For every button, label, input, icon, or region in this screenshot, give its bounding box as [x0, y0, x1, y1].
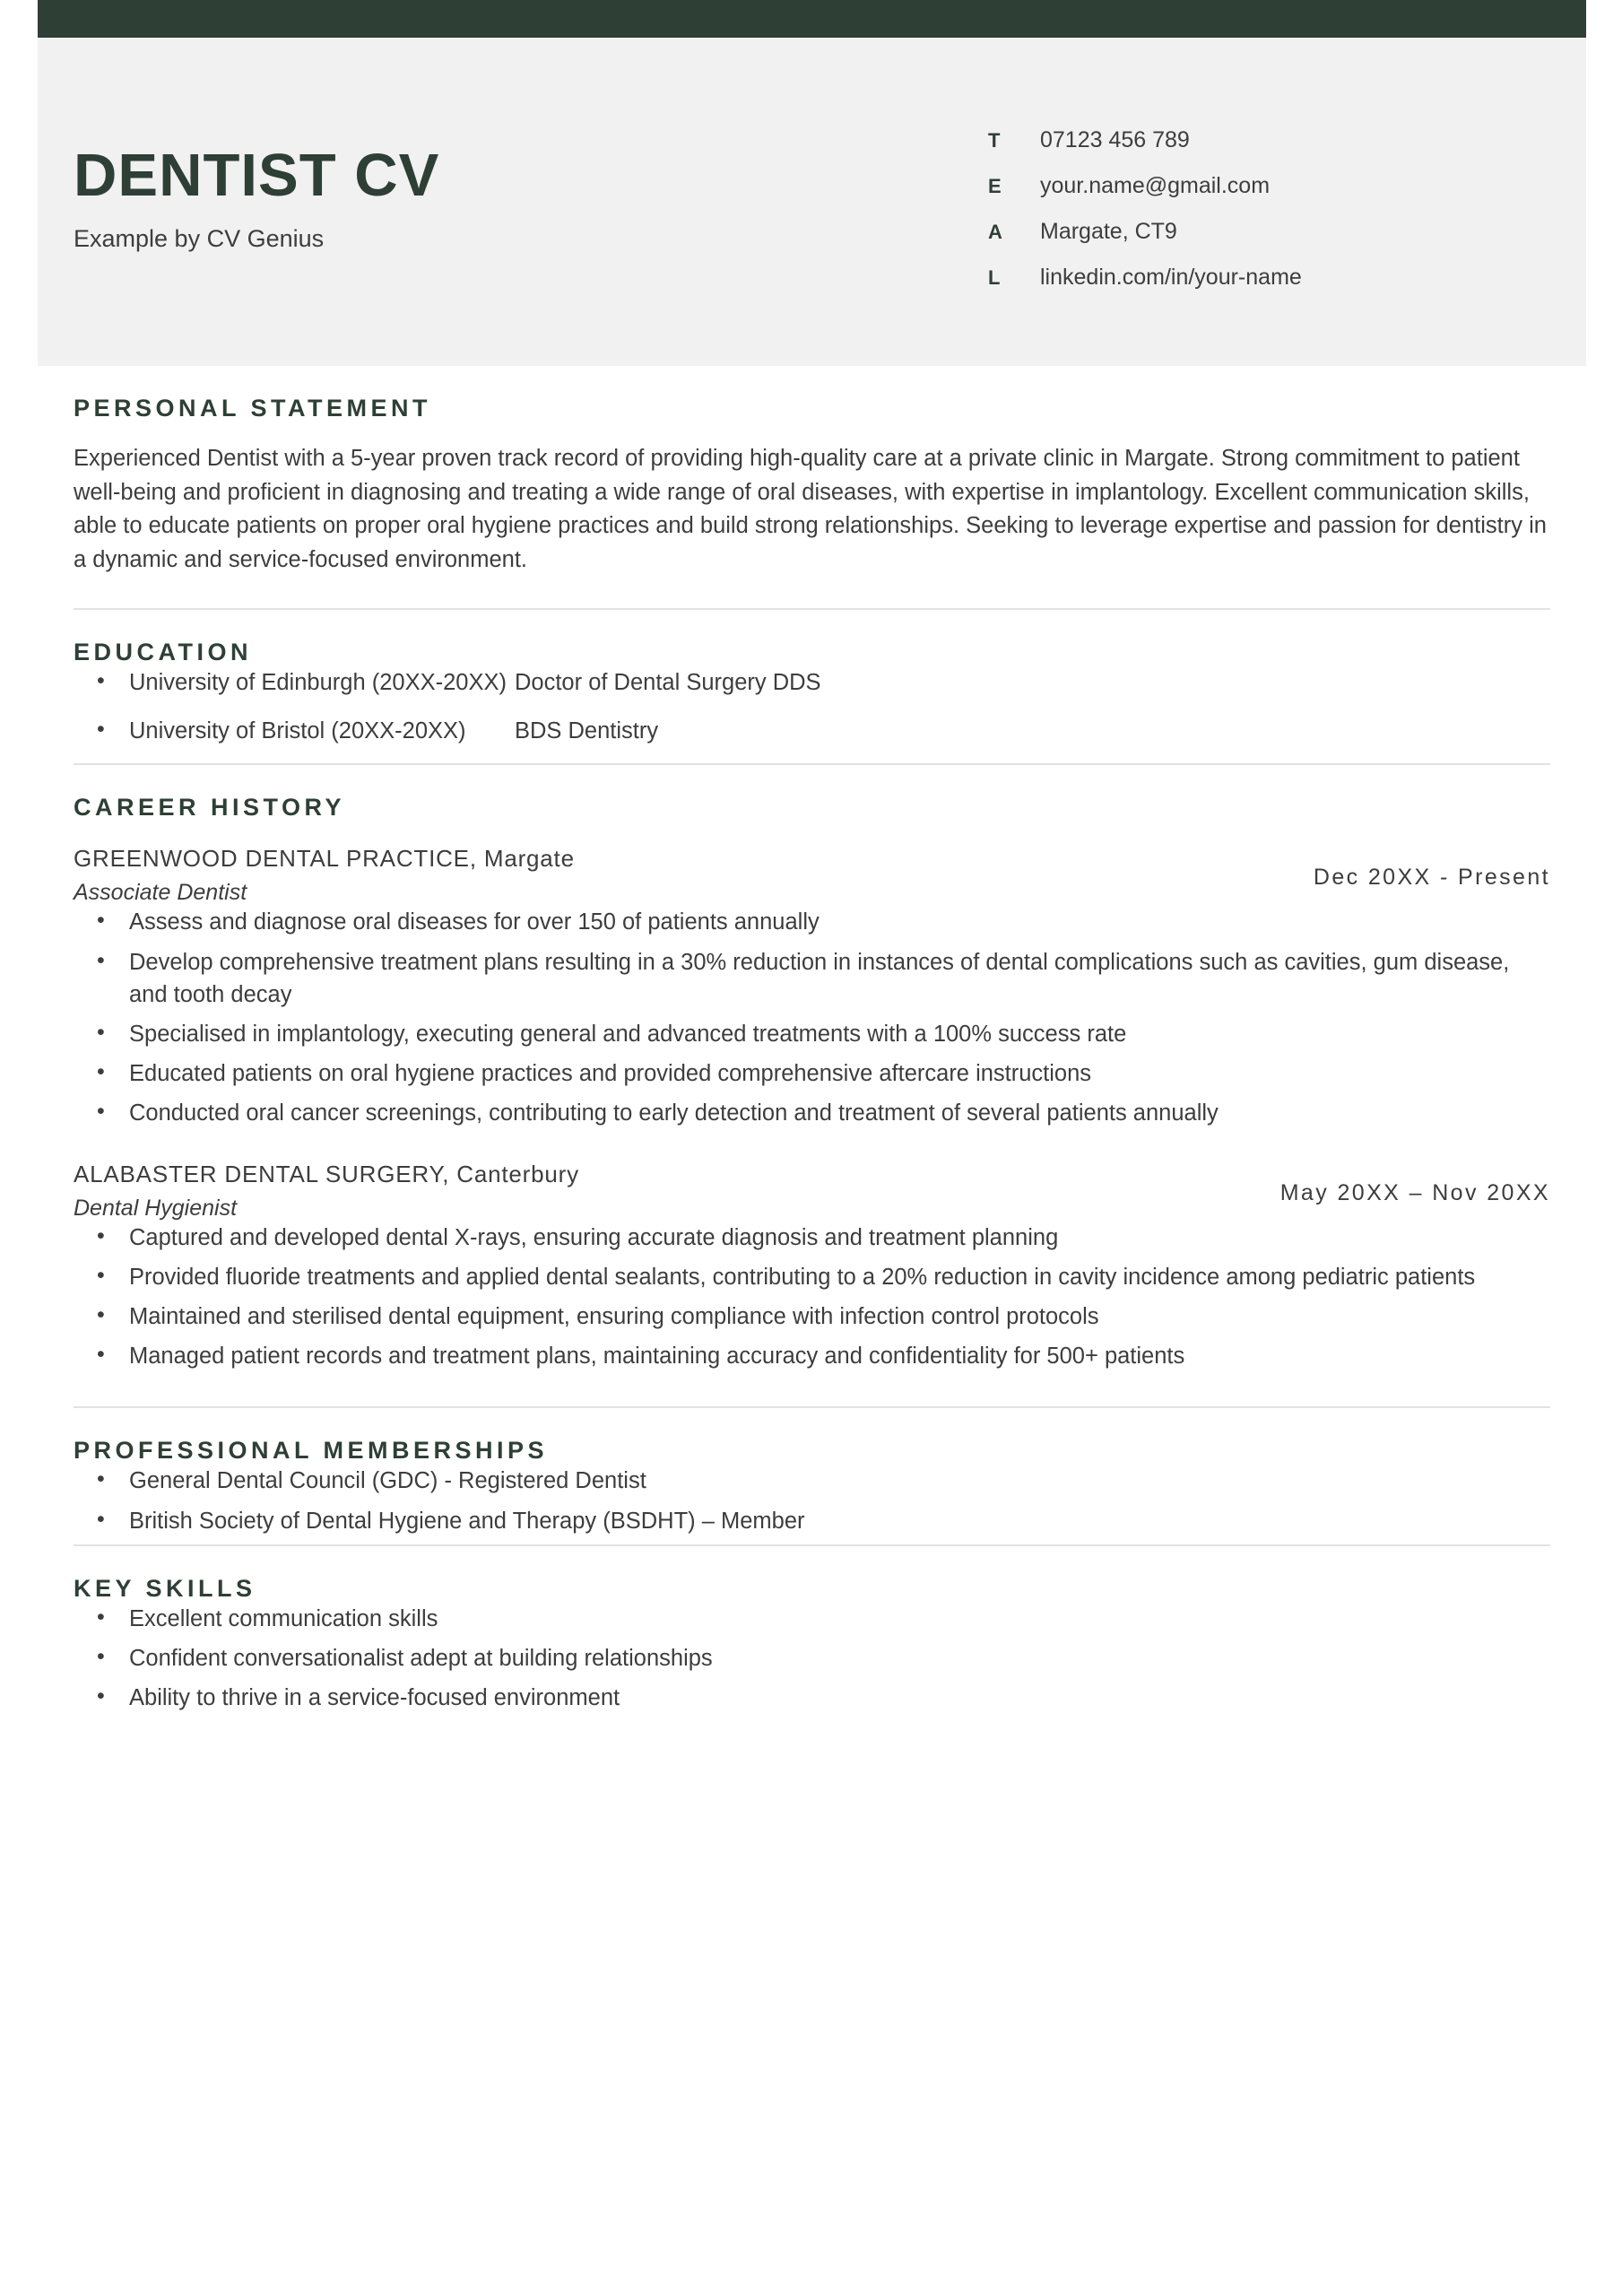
education-school: • University of Bristol (20XX-20XX): [129, 718, 466, 744]
list-item: • Confident conversationalist adept at building relationships: [74, 1642, 1550, 1674]
key-skills-list: [74, 1603, 1550, 1715]
section-professional-memberships: [38, 1408, 1586, 1536]
list-item: • Maintained and sterilised dental equipment, ensuring compliance with infection control protocols: [74, 1300, 1550, 1333]
section-career-history: [38, 765, 1586, 1406]
job-header: [74, 845, 1550, 906]
linkedin-value[interactable]: linkedin.com/in/your-name: [1040, 265, 1302, 290]
section-personal-statement: [38, 366, 1586, 608]
job-entry: [74, 822, 1550, 1129]
job-role: Associate Dentist: [74, 880, 247, 906]
job-company: ALABASTER DENTAL SURGERY, Canterbury: [74, 1160, 579, 1187]
section-title-professional-memberships: PROFESSIONAL MEMBERSHIPS: [74, 1437, 549, 1465]
list-item: [74, 666, 1550, 699]
cv-page: [38, 0, 1586, 2296]
section-education: [38, 610, 1586, 747]
section-title-career-history: CAREER HISTORY: [74, 794, 346, 822]
job-identity: [74, 1161, 579, 1222]
list-item: [74, 715, 1550, 747]
list-item: • General Dental Council (GDC) - Registered Dentist: [74, 1465, 1550, 1497]
cv-header: [38, 38, 1586, 366]
email-icon: E: [988, 175, 1002, 197]
list-item: • Develop comprehensive treatment plans resulting in a 30% reduction in instances of dental complications such as cavities, gum disease, and tooth decay: [74, 946, 1550, 1011]
list-item: • Ability to thrive in a service-focused environment: [74, 1682, 1550, 1714]
list-item: • Captured and developed dental X-rays, ensuring accurate diagnosis and treatment planning: [74, 1222, 1550, 1254]
education-degree: BDS Dentistry: [515, 718, 659, 744]
list-item: • Specialised in implantology, executing general and advanced treatments with a 100% success rate: [74, 1018, 1550, 1050]
telephone-icon: T: [988, 129, 1001, 152]
education-school: • University of Edinburgh (20XX-20XX): [129, 669, 507, 695]
job-company: GREENWOOD DENTAL PRACTICE, Margate: [74, 845, 575, 873]
job-entry: [74, 1137, 1550, 1373]
email-value[interactable]: your.name@gmail.com: [1040, 173, 1271, 198]
list-item: • Conducted oral cancer screenings, contributing to early detection and treatment of several patients annually: [74, 1097, 1550, 1129]
job-dates: Dec 20XX - Present: [1313, 865, 1550, 891]
memberships-list: [74, 1465, 1550, 1536]
header-title-block: [74, 142, 440, 253]
list-item: • Provided fluoride treatments and applied dental sealants, contributing to a 20% reduction in cavity incidence among pediatric patients: [74, 1261, 1550, 1293]
education-list: [74, 666, 1550, 747]
contact-row-address: [988, 219, 1302, 245]
header-accent-bar: [38, 0, 1586, 38]
contact-row-telephone: [988, 127, 1302, 153]
address-value: Margate, CT9: [1040, 219, 1177, 244]
page-title: DENTIST CV: [74, 142, 440, 209]
contact-row-email: [988, 173, 1302, 199]
job-dates: May 20XX – Nov 20XX: [1279, 1179, 1550, 1205]
section-title-personal-statement: PERSONAL STATEMENT: [74, 395, 432, 422]
job-identity: [74, 845, 575, 906]
job-bullet-list: [74, 1222, 1550, 1373]
contact-details: [988, 127, 1302, 310]
section-title-education: EDUCATION: [74, 638, 252, 665]
personal-statement-text: Experienced Dentist with a 5-year proven track record of providing high-quality care at a private clinic in Margate. Strong commitment to patient well-being and proficient in diagnosing and treating a wide range of oral diseases, with expertise in implantology. Excellent communication skills, able to educate patients on proper oral hygiene practices and build strong relationships. Seeking to leverage expertise and passion for dentistry in a dynamic and service-focused environment.: [74, 446, 1547, 573]
job-header: [74, 1161, 1550, 1222]
job-role: Dental Hygienist: [74, 1195, 238, 1221]
address-icon: A: [988, 221, 1002, 243]
section-title-key-skills: KEY SKILLS: [74, 1574, 256, 1602]
section-key-skills: [38, 1546, 1586, 1715]
job-bullet-list: [74, 906, 1550, 1129]
contact-row-linkedin: [988, 265, 1302, 291]
telephone-value[interactable]: 07123 456 789: [1040, 127, 1190, 152]
list-item: • Assess and diagnose oral diseases for over 150 of patients annually: [74, 906, 1550, 938]
page-subtitle: Example by CV Genius: [74, 225, 325, 252]
list-item: • Educated patients on oral hygiene practices and provided comprehensive aftercare instructions: [74, 1057, 1550, 1090]
linkedin-icon: L: [988, 266, 1001, 289]
list-item: • British Society of Dental Hygiene and Therapy (BSDHT) – Member: [74, 1505, 1550, 1537]
list-item: • Managed patient records and treatment plans, maintaining accuracy and confidentiality for 500+ patients: [74, 1340, 1550, 1372]
education-degree: Doctor of Dental Surgery DDS: [515, 669, 821, 695]
list-item: • Excellent communication skills: [74, 1603, 1550, 1635]
